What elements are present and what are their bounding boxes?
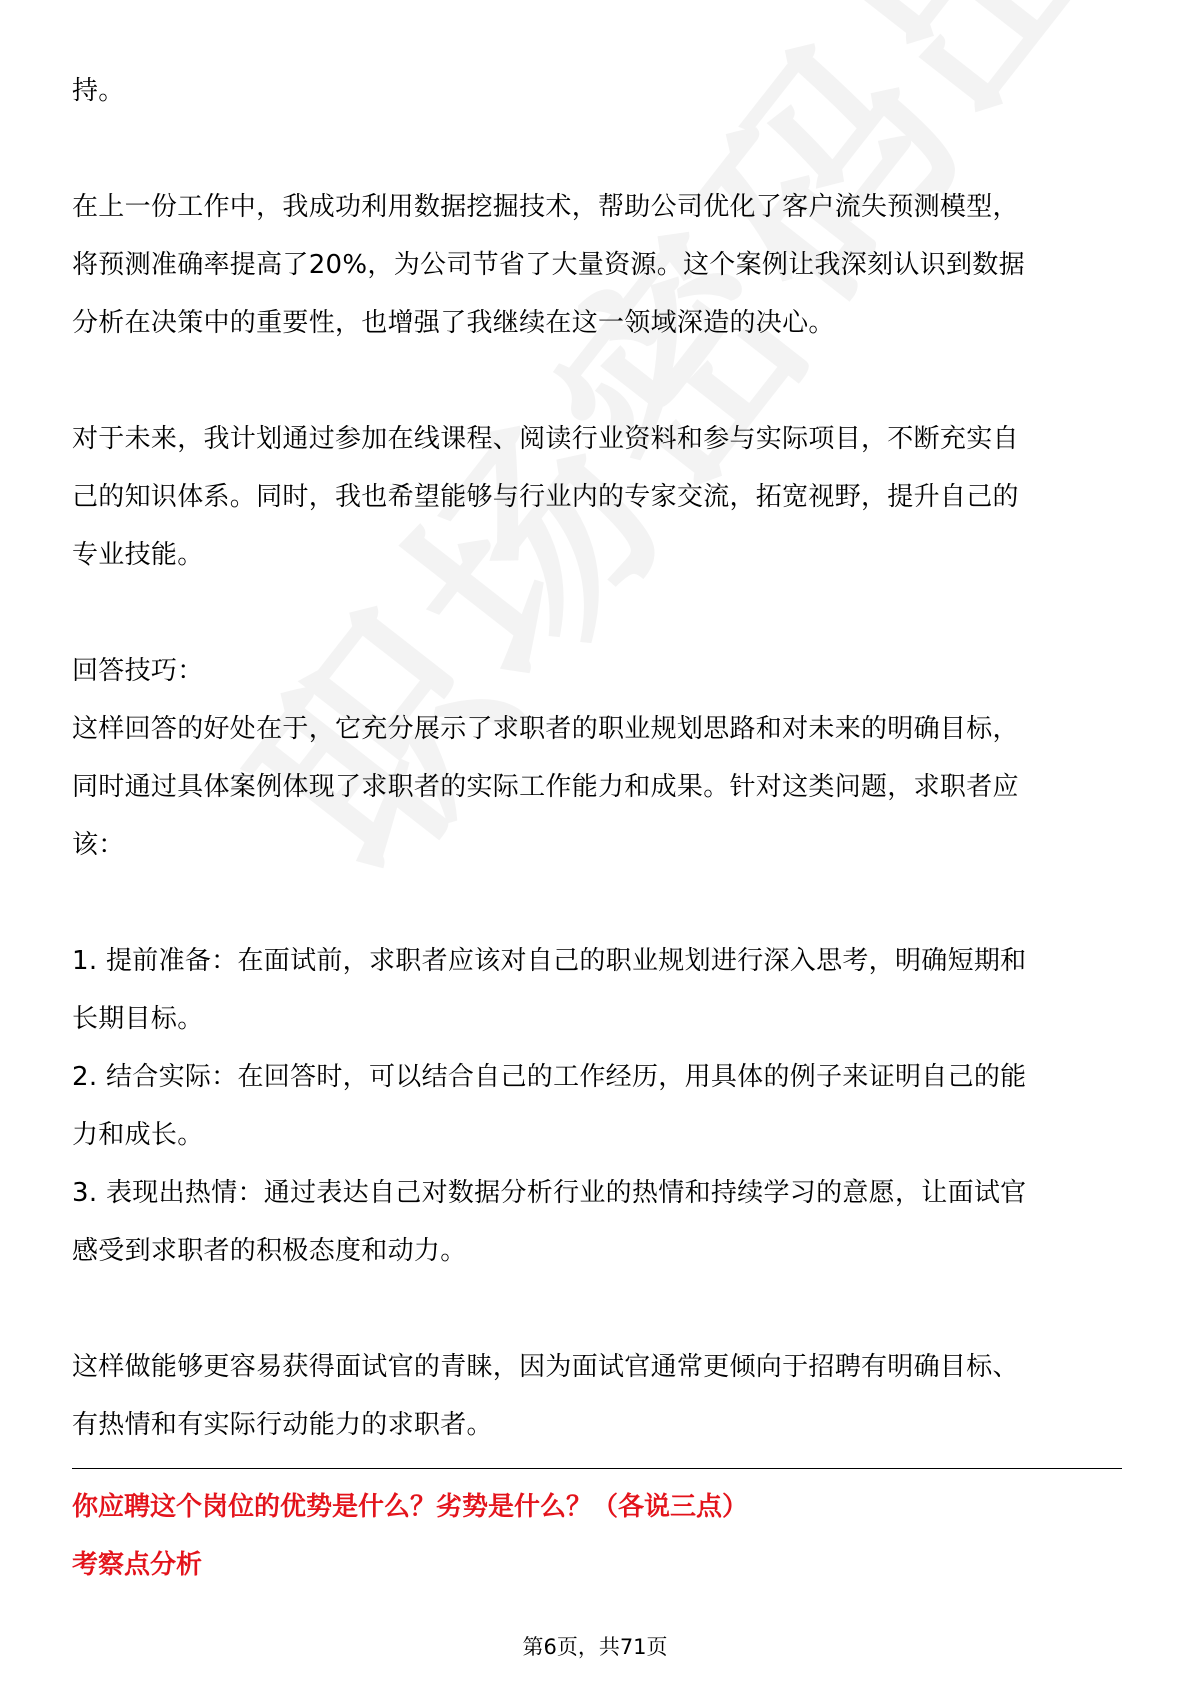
paragraph-line: 这样回答的好处在于，它充分展示了求职者的职业规划思路和对未来的明确目标，	[72, 714, 1019, 744]
paragraph-continuation: 持。	[72, 76, 125, 106]
paragraph-line: 有热情和有实际行动能力的求职者。	[72, 1410, 493, 1440]
paragraph-line: 己的知识体系。同时，我也希望能够与行业内的专家交流，拓宽视野，提升自己的	[72, 482, 1019, 512]
paragraph-line: 对于未来，我计划通过参加在线课程、阅读行业资料和参与实际项目，不断充实自	[72, 424, 1019, 454]
question-heading: 你应聘这个岗位的优势是什么？劣势是什么？（各说三点）	[72, 1492, 749, 1522]
list-item-2: 2. 结合实际：在回答时，可以结合自己的工作经历，用具体的例子来证明自己的能	[72, 1062, 1027, 1092]
paragraph-line: 将预测准确率提高了20%，为公司节省了大量资源。这个案例让我深刻认识到数据	[72, 250, 1025, 280]
section-divider	[72, 1468, 1122, 1469]
paragraph-line: 该：	[72, 830, 125, 860]
paragraph-line: 这样做能够更容易获得面试官的青睐，因为面试官通常更倾向于招聘有明确目标、	[72, 1352, 1019, 1382]
list-item-1-cont: 长期目标。	[72, 1004, 204, 1034]
analysis-heading: 考察点分析	[72, 1550, 203, 1580]
page-footer: 第6页，共71页	[522, 1635, 668, 1659]
list-item-3: 3. 表现出热情：通过表达自己对数据分析行业的热情和持续学习的意愿，让面试官	[72, 1178, 1027, 1208]
body-content	[72, 62, 1122, 1454]
paragraph-line: 分析在决策中的重要性，也增强了我继续在这一领域深造的决心。	[72, 308, 835, 338]
list-item-1: 1. 提前准备：在面试前，求职者应该对自己的职业规划进行深入思考，明确短期和	[72, 946, 1027, 976]
list-item-2-cont: 力和成长。	[72, 1120, 204, 1150]
list-item-3-cont: 感受到求职者的积极态度和动力。	[72, 1236, 467, 1266]
paragraph-line: 在上一份工作中，我成功利用数据挖掘技术，帮助公司优化了客户流失预测模型，	[72, 192, 1019, 222]
paragraph-line: 专业技能。	[72, 540, 204, 570]
paragraph-line: 同时通过具体案例体现了求职者的实际工作能力和成果。针对这类问题，求职者应	[72, 772, 1019, 802]
tips-heading: 回答技巧：	[72, 656, 204, 686]
